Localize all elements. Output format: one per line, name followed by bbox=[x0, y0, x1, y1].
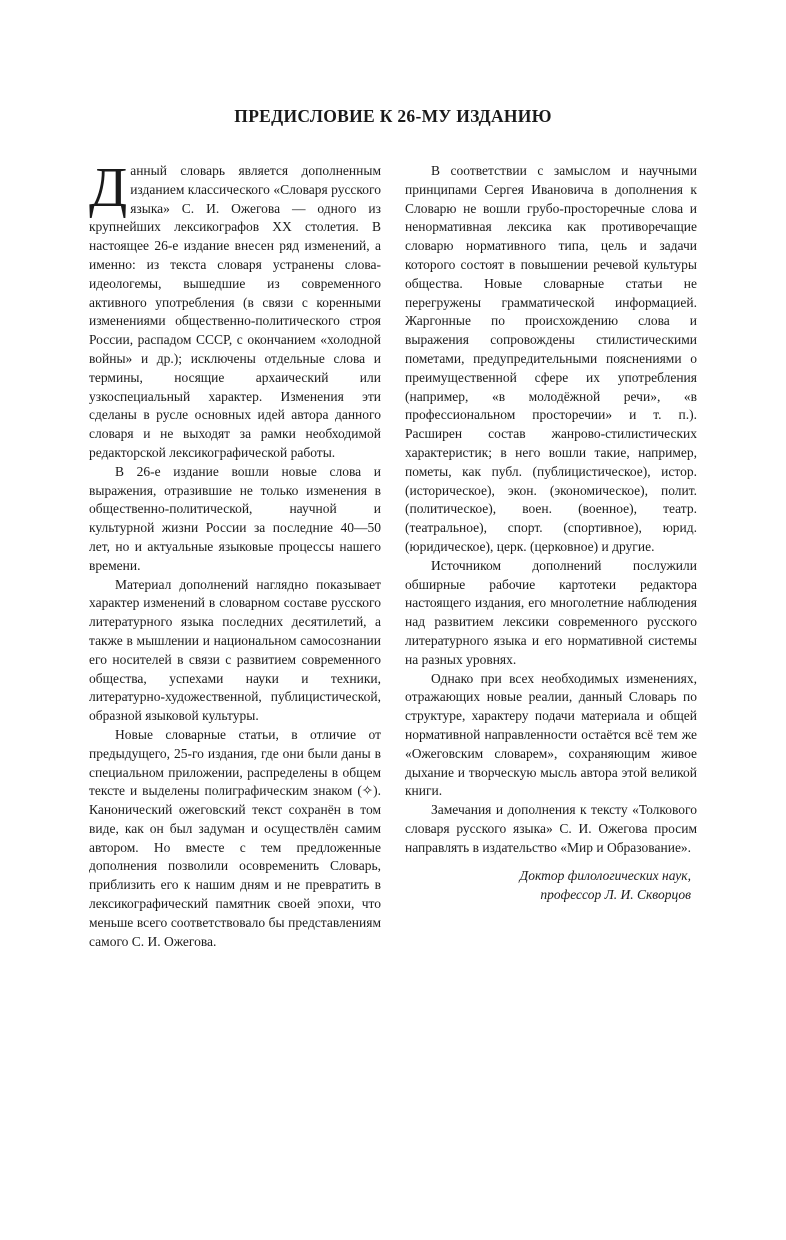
paragraph-new-entries: Новые словарные статьи, в отличие от предыдущего, 25-го издания, где они были даны в специальном приложении, распределены в общем тексте и выделены полиграфическим знаком (✧). Канонический ожеговский текст сохранён в том виде, как он был задуман и осуществлён самим автором. Но вместе с тем предложенные дополнения позволили осовременить Словарь, приблизить его к нашим дням и не превратить в лексикографический памятник своей эпохи, что меньше всего соответствовало бы представлениям самого С. И. Ожегова. bbox=[89, 726, 381, 949]
signature-name: профессор Л. И. Скворцов bbox=[540, 887, 691, 903]
paragraph-intro bbox=[89, 157, 381, 463]
page-title: ПРЕДИСЛОВИЕ К 26-МУ ИЗДАНИЮ bbox=[234, 106, 552, 126]
signature-degree: Доктор филологических наук, bbox=[519, 868, 691, 884]
paragraph-material: Материал дополнений наглядно показывает характер изменений в словарном составе русского литературного языка последних десятилетий, а также в мышлении и национальном самосознании его носителей в связи с развитием современного общества, успехами науки и техники, литературно-художественной, публицистической, образной языковой культуры. bbox=[89, 576, 381, 724]
left-column bbox=[89, 157, 381, 951]
paragraph-continuity: Однако при всех необходимых изменениях, отражающих новые реалии, данный Словарь по структуре, характеру подачи материала и общей нормативной направленности остаётся всё тем же «Ожеговским словарем», сохраняющим живое дыхание и творческую мысль автора этой великой книги. bbox=[405, 670, 697, 799]
paragraph-sources: Источником дополнений послужили обширные рабочие картотеки редактора настоящего издания, его многолетние наблюдения над развитием лексики современного русского литературного языка и его нормативной системы на разных уровнях. bbox=[405, 557, 697, 667]
signature bbox=[405, 867, 697, 905]
paragraph-feedback: Замечания и дополнения к тексту «Толкового словаря русского языка» С. И. Ожегова просим направлять в издательство «Мир и Образование». bbox=[405, 802, 697, 855]
paragraph-principles: В соответствии с замыслом и научными принципами Сергея Ивановича в дополнения к Словарю не вошли грубо-просторечные слова и ненормативная лексика как противоречащие словарю нормативного типа, цель и задачи которого состоят в повышении речевой культуры общества. Новые словарные статьи не перегружены грамматической информацией. Жаргонные по происхождению слова и выражения сопровождены стилистическими пометами, предупредительными пояснениями о преимущественной сфере их употребления (например, «в молодёжной речи», «в профессиональном просторечии» и т. п.). Расширен состав жанрово-стилистических характеристик; в него вошли такие, например, пометы, как публ. (публицистическое), истор. (историческое), экон. (экономическое), полит. (политическое), воен. (военное), театр. (театральное), спорт. (спортивное), юрид. (юридическое), церк. (церковное) и другие. bbox=[405, 163, 697, 554]
right-column bbox=[405, 162, 697, 905]
paragraph-new-words: В 26-е издание вошли новые слова и выражения, отразившие не только изменения в общественно-политической, научной и культурной жизни России за последние 40—50 лет, но и актуальные языковые процессы нашего времени. bbox=[89, 463, 381, 573]
drop-cap: Д bbox=[89, 157, 128, 219]
paragraph-intro-text: анный словарь является дополненным изданием классического «Словаря русского языка» С. И. Ожегова — одного из крупнейших лексикографов XX столетия. В настоящее 26-е издание внесен ряд изменений, а именно: из текста словаря устранены слова-идеологемы, вышедшие из современного активного употребления (в связи с коренными изменениями общественно-политического строя России, распадом СССР, с окончанием «холодной войны» и др.); исключены отдельные слова и термины, носящие архаический или узкоспециальный характер. Изменения эти сделаны в русле основных идей автора данного словаря и не выходят за рамки необходимой редакторской лексикографической работы. bbox=[89, 163, 381, 460]
